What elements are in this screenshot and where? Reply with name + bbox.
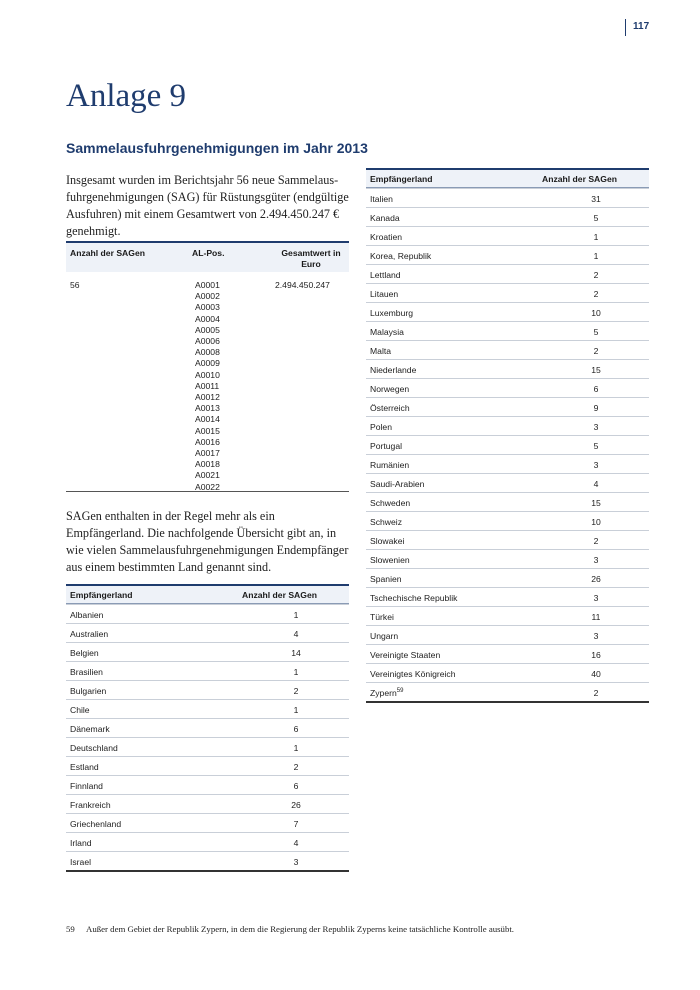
table-row [366,530,649,549]
al-position-item: A0005 [195,324,220,335]
country-count: 6 [293,781,299,791]
country-name [370,555,410,565]
country-name-text: Österreich [370,403,410,413]
intro-paragraph: Insgesamt wurden im Berichtsjahr 56 neue Sammelausfuhrgenehmigungen (SAG) für Rüstungsgüter (endgültige Ausfuhren) mit einem Gesamtwert von 2.494.450.247 € genehmigt. [66,173,349,238]
country-name [70,667,103,677]
country-name [370,251,431,261]
table-row [66,718,349,737]
country-name [370,460,409,470]
table-row [366,207,649,226]
country-count: 1 [593,251,599,261]
country-name [370,688,403,698]
country-name-text: Kroatien [370,232,403,242]
summary-table-body [66,272,349,492]
table-row [66,851,349,870]
country-name-text: Slowenien [370,555,410,565]
country-name [370,574,402,584]
table-row [366,321,649,340]
country-name [370,536,404,546]
country-name [370,479,424,489]
country-count: 1 [293,705,299,715]
country-name [370,213,400,223]
footnote-reference: 59 [396,688,404,695]
country-name [70,838,92,848]
table-row [66,699,349,718]
country-name [370,289,398,299]
summary-table [66,241,349,492]
country-count: 10 [591,517,601,527]
country-count: 10 [591,308,601,318]
country-name-text: Kanada [370,213,400,223]
country-name-text: Griechenland [70,819,122,829]
country-name [370,384,409,394]
country-name [70,819,121,829]
footnote-text: Außer dem Gebiet der Republik Zypern, in dem die Regierung der Republik Zyperns keine tatsächliche Kontrolle ausübt. [86,924,514,934]
country-count: 2 [293,762,299,772]
al-position-item: A0012 [195,392,220,403]
country-count: 1 [293,743,299,753]
table-row [366,682,649,701]
table-row [366,416,649,435]
country-name-text: Niederlande [370,365,417,375]
table-row [366,302,649,321]
table-row [66,832,349,851]
table-row [366,492,649,511]
table-row [366,454,649,473]
country-name-text: Irland [70,838,92,848]
table-row [366,378,649,397]
country-name [70,743,118,753]
country-count: 2 [593,270,599,280]
country-name-text: Portugal [370,441,403,451]
country-name-text: Türkei [370,612,394,622]
country-count: 11 [591,612,601,622]
country-count: 3 [593,555,599,565]
country-name-text: Italien [370,194,393,204]
country-name [370,194,393,204]
country-name [370,270,401,280]
page-number-divider [625,19,626,36]
country-name-text: Belgien [70,648,99,658]
explanation-paragraph: SAGen enthalten in der Regel mehr als ein Empfängerland. Die nachfolgende Übersicht gibt an, in wie vielen Sammelausfuhrgenehmigungen Endempfänger aus einem bestimmten Land genannt sind. [66,509,349,574]
country-count: 1 [593,232,599,242]
footnote [66,924,514,934]
header-country: Empfängerland [370,174,433,184]
country-count: 3 [593,593,599,603]
country-count: 15 [591,498,601,508]
country-name-text: Saudi-Arabien [370,479,425,489]
header-count: Anzahl der SAGen [542,174,617,184]
country-count: 26 [291,800,301,810]
country-name [70,610,103,620]
country-count: 5 [593,213,599,223]
country-count: 6 [293,724,299,734]
country-name-text: Malta [370,346,392,356]
country-name-text: Lettland [370,270,401,280]
country-name [370,403,410,413]
country-count: 4 [293,629,299,639]
table-row [366,625,649,644]
table-row [366,644,649,663]
country-name [370,327,404,337]
country-name-text: Zypern [370,688,397,698]
country-name-text: Korea, Republik [370,251,432,261]
table-row [366,340,649,359]
al-position-item: A0016 [195,436,220,447]
country-name-text: Polen [370,422,392,432]
country-name [70,781,103,791]
country-count: 9 [593,403,599,413]
country-name [70,648,99,658]
al-position-item: A0001 [195,280,220,290]
al-position-item: A0002 [195,291,220,302]
country-count: 2 [593,688,599,698]
country-name [370,422,392,432]
table-row [366,606,649,625]
page-title: Anlage 9 [66,78,187,114]
al-position-item: A0011 [195,380,220,391]
country-count: 2 [593,289,599,299]
summary-total: 2.494.450.247 [275,280,330,290]
al-position-item: A0018 [195,459,220,470]
country-name-text: Estland [70,762,99,772]
al-position-item: A0004 [195,313,220,324]
summary-count: 56 [70,280,80,290]
table-row [366,473,649,492]
country-count: 2 [293,686,299,696]
country-name [370,593,457,603]
country-name [370,365,416,375]
country-count: 7 [293,819,299,829]
header-country: Empfängerland [70,590,133,600]
al-position-item: A0009 [195,358,220,369]
table-row [66,737,349,756]
al-position-item: A0003 [195,302,220,313]
country-count: 1 [293,667,299,677]
table-row [366,397,649,416]
al-position-item: A0022 [195,481,220,492]
country-table-right [366,168,649,703]
country-name [370,650,440,660]
country-name [70,857,91,867]
table-row [66,623,349,642]
country-name-text: Norwegen [370,384,410,394]
table-row [366,549,649,568]
table-row [66,680,349,699]
al-position-item: A0021 [195,470,220,481]
country-count: 16 [591,650,601,660]
country-name [370,498,410,508]
country-name-text: Finnland [70,781,103,791]
al-position-item: A0017 [195,448,220,459]
country-name [70,705,90,715]
country-count: 1 [293,610,299,620]
country-name [370,612,394,622]
al-position-item: A0014 [195,414,220,425]
al-position-item: A0010 [195,369,220,380]
al-position-item: A0006 [195,336,220,347]
summary-header-count: Anzahl der SAGen [70,248,145,258]
table-row [66,794,349,813]
country-name-text: Frankreich [70,800,111,810]
country-name [370,308,413,318]
country-count: 40 [591,669,601,679]
country-count: 2 [593,346,599,356]
country-name [370,232,402,242]
country-table-header [366,170,649,188]
al-position-list [195,280,220,493]
page-number: 117 [633,21,650,32]
table-row [366,359,649,378]
country-count: 3 [593,460,599,470]
table-row [366,511,649,530]
country-count: 3 [593,422,599,432]
table-row [66,813,349,832]
summary-header-total: Gesamtwert in Euro [281,248,341,269]
country-name-text: Australien [70,629,109,639]
table-row [66,756,349,775]
table-row [66,604,349,623]
country-name-text: Luxemburg [370,308,413,318]
country-name-text: Schweden [370,498,411,508]
footnote-number: 59 [66,924,75,934]
country-count: 14 [291,648,301,658]
country-count: 26 [591,574,601,584]
summary-header-alpos: AL-Pos. [192,248,225,258]
country-name-text: Vereinigtes Königreich [370,669,456,679]
table-row [366,264,649,283]
al-position-item: A0008 [195,347,220,358]
table-row [66,642,349,661]
country-name [370,517,402,527]
country-count: 5 [593,441,599,451]
country-name-text: Tschechische Republik [370,593,458,603]
country-name-text: Vereinigte Staaten [370,650,441,660]
country-name-text: Slowakei [370,536,405,546]
country-name-text: Albanien [70,610,104,620]
country-name [370,346,391,356]
country-count: 6 [593,384,599,394]
country-name-text: Chile [70,705,90,715]
table-row [366,568,649,587]
table-row [66,661,349,680]
country-name-text: Dänemark [70,724,110,734]
country-name-text: Spanien [370,574,402,584]
country-table-header [66,586,349,604]
country-name [370,631,398,641]
country-name [70,800,111,810]
table-row [366,587,649,606]
country-name-text: Israel [70,857,92,867]
table-row [66,775,349,794]
header-count: Anzahl der SAGen [242,590,317,600]
section-subtitle: Sammelausfuhrgenehmigungen im Jahr 2013 [66,140,368,156]
country-count: 3 [593,631,599,641]
country-name-text: Brasilien [70,667,103,677]
country-name-text: Deutschland [70,743,118,753]
table-row [366,188,649,207]
country-count: 4 [593,479,599,489]
country-table-left [66,584,349,872]
country-name [70,762,99,772]
country-count: 31 [591,194,601,204]
country-count: 5 [593,327,599,337]
country-name [70,724,110,734]
country-name-text: Schweiz [370,517,402,527]
country-count: 3 [293,857,299,867]
summary-table-header [66,241,349,272]
country-name-text: Ungarn [370,631,399,641]
country-name [70,629,108,639]
country-name [370,441,402,451]
country-name [70,686,106,696]
country-name-text: Rumänien [370,460,410,470]
table-row [366,226,649,245]
country-count: 15 [591,365,601,375]
country-name-text: Litauen [370,289,399,299]
al-position-item: A0015 [195,425,220,436]
table-row [366,663,649,682]
table-row [366,435,649,454]
table-row [366,245,649,264]
country-name-text: Bulgarien [70,686,107,696]
country-name [370,669,456,679]
al-position-item: A0013 [195,403,220,414]
country-count: 2 [593,536,599,546]
table-row [366,283,649,302]
country-count: 4 [293,838,299,848]
country-name-text: Malaysia [370,327,404,337]
